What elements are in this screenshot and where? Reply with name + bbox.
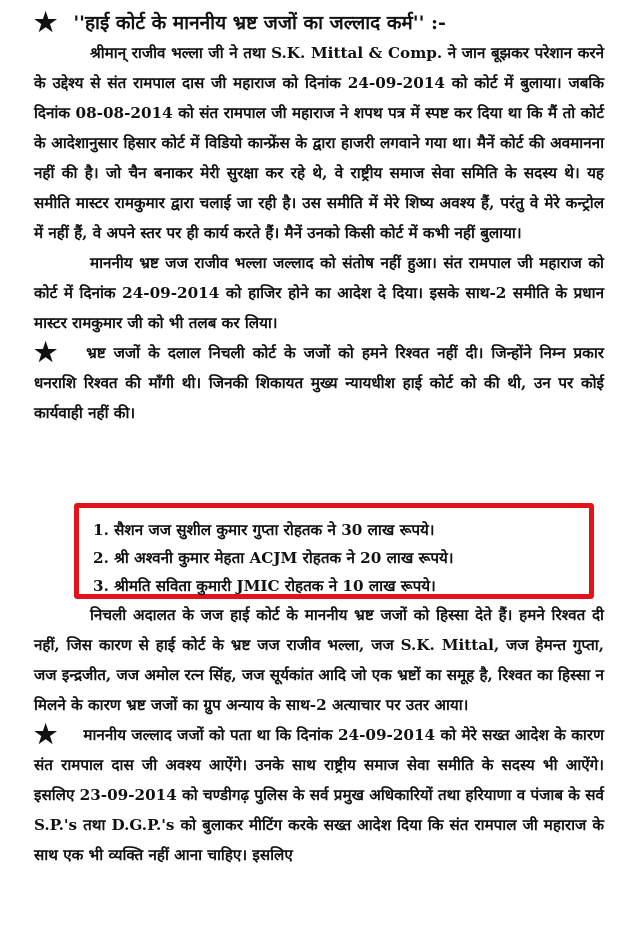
list-item: 2. श्री अश्वनी कुमार मेहता ACJM रोहतक ने 20 लाख रूपये। [93, 549, 454, 567]
document-page [34, 8, 604, 428]
paragraph-3 [34, 338, 604, 428]
paragraph-3-text: भ्रष्ट जजों के दलाल निचली कोर्ट के जजों को हमने रिश्वत नहीं दी। जिन्होंने निम्न प्रकार धनराशि रिश्वत की माँगी थी। जिनकी शिकायत मुख्य न्यायधीश हाई कोर्ट को की थी, उन पर कोई कार्यवाही नहीं की। [34, 344, 604, 422]
document-continuation [34, 600, 604, 870]
star-icon: ★ [34, 720, 58, 750]
list-item: 1. सैशन जज सुशील कुमार गुप्ता रोहतक ने 30 लाख रूपये। [93, 521, 435, 539]
star-icon: ★ [34, 8, 58, 38]
list-item: 3. श्रीमति सविता कुमारी JMIC रोहतक ने 10 लाख रूपये। [93, 577, 436, 595]
heading-text: ''हाई कोर्ट के माननीय भ्रष्ट जजों का जल्लाद कर्म'' :- [73, 12, 446, 34]
paragraph-5-text: माननीय जल्लाद जजों को पता था कि दिनांक 24-09-2014 को मेरे सख्त आदेश के कारण संत रामपाल दास जी अवश्य आऐंगे। उनके साथ राष्ट्रीय समाज सेवा समीति के सदस्य भी आऐंगे। इसलिए 23-09-2014 को चण्डीगढ़ पुलिस के सर्व प्रमुख अधिकारियों तथा हरियाणा व पंजाब के सर्व S.P.'s तथा D.G.P.'s को बुलाकर मीटिंग करके सख्त आदेश दिया कि संत रामपाल जी महाराज के साथ एक भी व्यक्ति नहीं आना चाहिए। इसलिए [34, 726, 605, 864]
paragraph-4: निचली अदालत के जज हाई कोर्ट के माननीय भ्रष्ट जजों को हिस्सा देते हैं। हमने रिश्वत दी नहीं, जिस कारण से हाई कोर्ट के भ्रष्ट जज राजीव भल्ला, जज S.K. Mittal, जज हेमन्त गुप्ता, जज इन्द्रजीत, जज अमोल रत्न सिंह, जज सूर्यकांत आदि जो एक भ्रष्टों का समूह है, रिश्वत का हिस्सा न मिलने के कारण भ्रष्ट जजों का ग्रुप अन्याय के साथ-2 अत्याचार पर उतर आया। [34, 606, 604, 714]
star-icon: ★ [34, 338, 61, 368]
paragraph-2: माननीय भ्रष्ट जज राजीव भल्ला जल्लाद को संतोष नहीं हुआ। संत रामपाल जी महाराज को कोर्ट में दिनांक 24-09-2014 को हाजिर होने का आदेश दे दिया। इसके साथ-2 समीति के प्रधान मास्टर रामकुमार जी को भी तलब कर लिया। [34, 254, 604, 332]
bribe-list [79, 508, 589, 600]
highlighted-bribe-list [74, 503, 594, 599]
paragraph-1: श्रीमान् राजीव भल्ला जी ने तथा S.K. Mittal & Comp. ने जान बूझकर परेशान करने के उद्देश्य से संत रामपाल दास जी महाराज को दिनांक 24-09-2014 को कोर्ट में बुलाया। जबकि दिनांक 08-08-2014 को संत रामपाल जी महाराज ने शपथ पत्र में स्पष्ट कर दिया था कि मैं तो कोर्ट के आदेशानुसार हिसार कोर्ट में विडियो कान्फ्रेंस के द्वारा हाजरी लगवाने गया था। मैनें कोर्ट की अवमानना नहीं की है। जो चैन बनाकर मेरी सुरक्षा कर रहे थे, वे राष्ट्रीय समाज सेवा समिति के सदस्य थे। यह समीति मास्टर रामकुमार द्वारा चलाई जा रही है। उस समीति में मेरे शिष्य अवश्य हैं, परंतु वे मेरे कन्ट्रोल में नहीं हैं, वे अपने स्तर पर ही कार्य करते हैं। मैनें उनको किसी कोर्ट में कभी नहीं बुलाया। [34, 44, 604, 242]
section-heading [34, 8, 604, 38]
paragraph-5 [34, 720, 604, 870]
